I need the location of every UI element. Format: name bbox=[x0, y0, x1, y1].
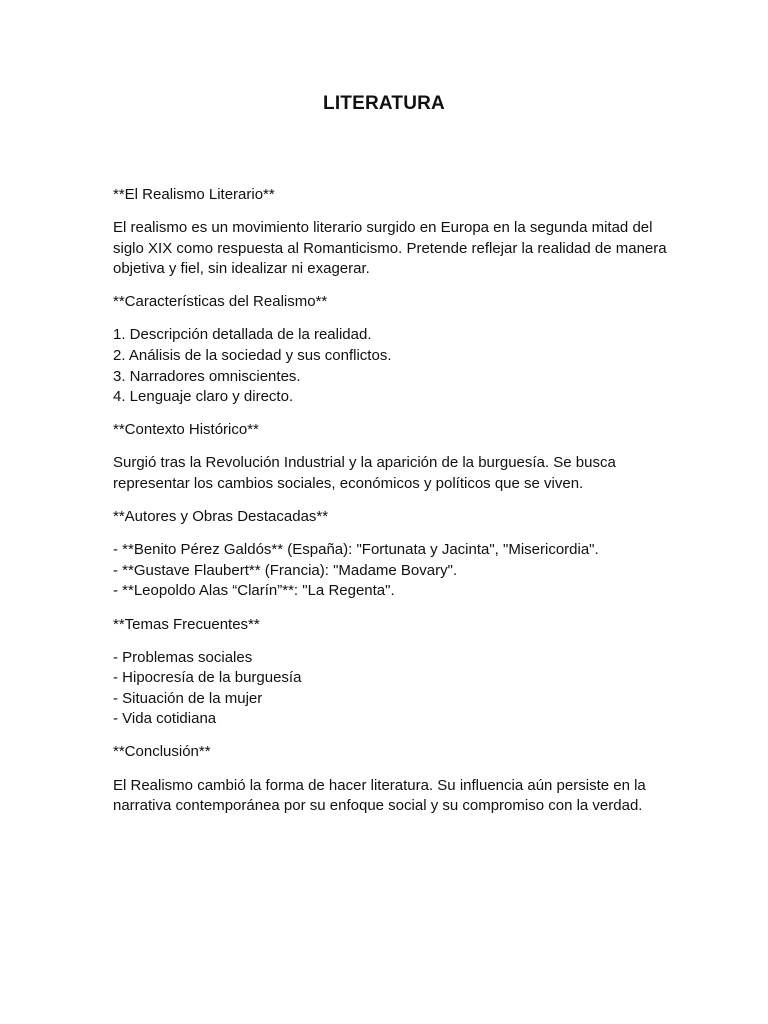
list-item: - Situación de la mujer bbox=[113, 689, 263, 707]
paragraph-realismo: El realismo es un movimiento literario surgido en Europa en la segunda mitad del siglo XIX como respuesta al Romanticismo. Pretende reflejar la realidad de manera objetiva y fiel, sin idealizar ni exagerar. bbox=[113, 219, 667, 278]
list-item: 1. Descripción detallada de la realidad. bbox=[113, 326, 372, 344]
document-body bbox=[113, 185, 673, 829]
list-item: - Hipocresía de la burguesía bbox=[113, 669, 302, 687]
document-title: LITERATURA bbox=[323, 93, 445, 114]
list-item: 2. Análisis de la sociedad y sus conflictos. bbox=[113, 347, 392, 365]
list-item: - **Benito Pérez Galdós** (España): "Fortunata y Jacinta", "Misericordia". bbox=[113, 541, 599, 559]
list-item: 4. Lenguaje claro y directo. bbox=[113, 388, 294, 406]
list-temas bbox=[113, 648, 673, 730]
section-heading-caracteristicas: **Características del Realismo** bbox=[113, 293, 328, 311]
list-caracteristicas bbox=[113, 325, 673, 407]
paragraph-conclusion: El Realismo cambió la forma de hacer literatura. Su influencia aún persiste en la narrativa contemporánea por su enfoque social y su compromiso con la verdad. bbox=[113, 776, 646, 815]
section-heading-autores: **Autores y Obras Destacadas** bbox=[113, 508, 329, 526]
list-item: - Vida cotidiana bbox=[113, 710, 217, 728]
list-item: - **Gustave Flaubert** (Francia): "Madame Bovary". bbox=[113, 561, 458, 579]
paragraph-contexto: Surgió tras la Revolución Industrial y la aparición de la burguesía. Se busca representar los cambios sociales, económicos y políticos que se viven. bbox=[113, 454, 616, 493]
list-item: - **Leopoldo Alas “Clarín”**: "La Regenta". bbox=[113, 582, 395, 600]
section-heading-temas: **Temas Frecuentes** bbox=[113, 615, 260, 633]
list-autores bbox=[113, 540, 673, 602]
list-item: - Problemas sociales bbox=[113, 648, 253, 666]
section-heading-contexto: **Contexto Histórico** bbox=[113, 421, 259, 439]
section-heading-realismo: **El Realismo Literario** bbox=[113, 186, 275, 203]
section-heading-conclusion: **Conclusión** bbox=[113, 743, 211, 761]
list-item: 3. Narradores omniscientes. bbox=[113, 367, 301, 385]
